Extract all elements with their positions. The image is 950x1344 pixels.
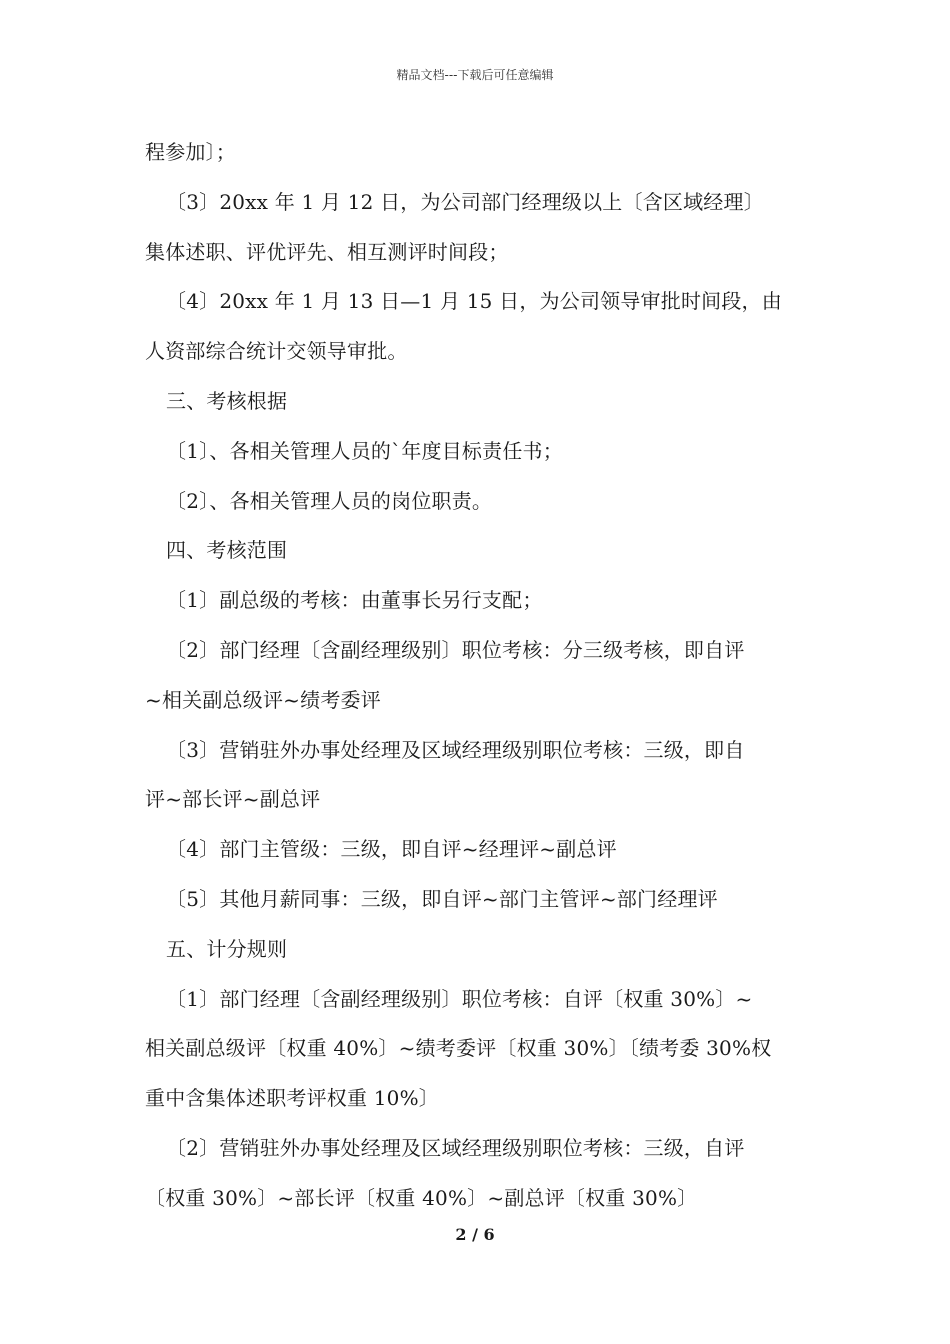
section-heading: 五、计分规则 bbox=[166, 936, 288, 961]
text-line: 人资部综合统计交领导审批。 bbox=[145, 339, 408, 364]
page-number: 2 / 6 bbox=[455, 1225, 495, 1244]
text-line: 程参加〕； bbox=[145, 140, 236, 164]
text-line: 〔3〕20xx 年 1 月 12 日，为公司部门经理级以上〔含区域经理〕 bbox=[166, 189, 764, 214]
page-header: 精品文档---下载后可任意编辑 bbox=[396, 68, 554, 82]
text-line: 〔2〕、各相关管理人员的岗位职责。 bbox=[166, 488, 493, 513]
text-line: 〔3〕营销驻外办事处经理及区域经理级别职位考核：三级，即自 bbox=[166, 737, 745, 762]
section-heading: 三、考核根据 bbox=[166, 388, 288, 413]
text-line: 〔2〕部门经理〔含副经理级别〕职位考核：分三级考核，即自评 bbox=[166, 637, 745, 662]
document-body bbox=[145, 128, 810, 1224]
text-line: 相关副总级评〔权重 40%〕~绩考委评〔权重 30%〕〔绩考委 30%权 bbox=[145, 1036, 772, 1061]
text-line: 〔5〕其他月薪同事：三级，即自评~部门主管评~部门经理评 bbox=[166, 886, 718, 911]
text-line: 〔4〕部门主管级：三级，即自评~经理评~副总评 bbox=[166, 837, 617, 862]
text-line: 〔4〕20xx 年 1 月 13 日—1 月 15 日，为公司领导审批时间段，由 bbox=[166, 289, 782, 314]
text-line: 〔权重 30%〕~部长评〔权重 40%〕~副总评〔权重 30%〕 bbox=[145, 1185, 698, 1210]
text-line: 集体述职、评优评先、相互测评时间段； bbox=[145, 239, 509, 264]
text-line: 重中含集体述职考评权重 10%〕 bbox=[145, 1086, 440, 1111]
section-heading: 四、考核范围 bbox=[166, 538, 288, 563]
text-line: 〔1〕副总级的考核：由董事长另行支配； bbox=[166, 588, 543, 613]
text-line: 〔1〕部门经理〔含副经理级别〕职位考核：自评〔权重 30%〕~ bbox=[166, 986, 753, 1011]
text-line: ~相关副总级评~绩考委评 bbox=[145, 687, 381, 712]
text-line: 评~部长评~副总评 bbox=[145, 787, 321, 812]
text-line: 〔2〕营销驻外办事处经理及区域经理级别职位考核：三级，自评 bbox=[166, 1135, 745, 1160]
text-line: 〔1〕、各相关管理人员的`年度目标责任书； bbox=[166, 438, 563, 463]
